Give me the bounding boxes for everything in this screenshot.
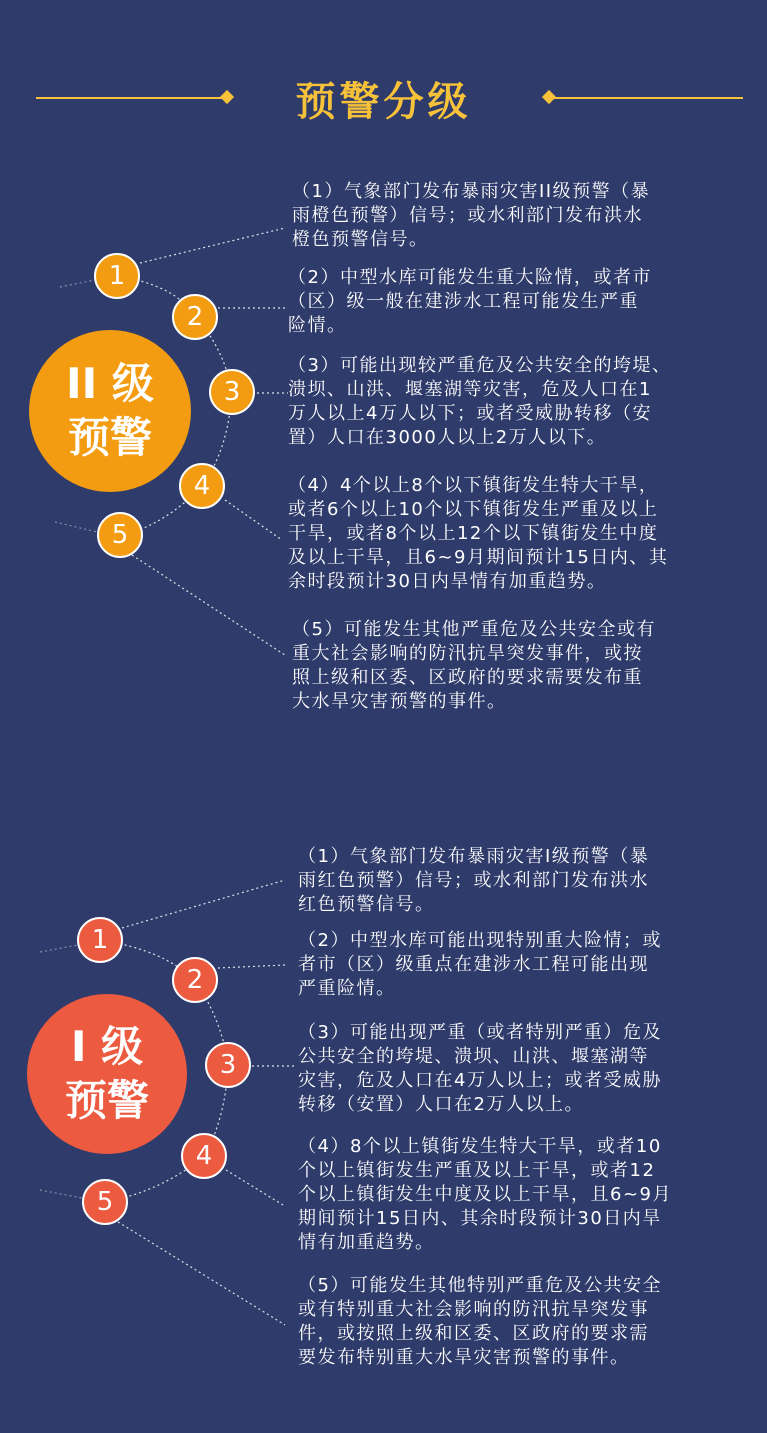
level-2-item-1: （1）气象部门发布暴雨灾害II级预警（暴 雨橙色预警）信号；或水利部门发布洪水 橙色预警信号。 [292, 181, 651, 250]
level-1-item-3: （3）可能出现严重（或者特别严重）危及 公共安全的垮堤、溃坝、山洪、堰塞湖等 灾害，危及人口在4万人以上；或者受威胁 转移（安置）人口在2万人以上。 [298, 1022, 662, 1115]
level-1-number-4: 4 [181, 1133, 227, 1179]
level-2-number-3: 3 [209, 369, 255, 415]
level-1-item-4: （4）8个以上镇街发生特大干旱，或者10 个以上镇街发生严重及以上干旱，或者12 个以上镇街发生中度及以上干旱，且6~9月 期间预计15日内、其余时段预计30日内旱 情有加重趋势。 [298, 1136, 672, 1253]
page-title: 预警分级 [295, 79, 472, 125]
level-1-item-1: （1）气象部门发布暴雨灾害I级预警（暴 雨红色预警）信号；或水利部门发布洪水 红色预警信号。 [298, 846, 650, 915]
level-1-item-5: （5）可能发生其他特别严重危及公共安全 或有特别重大社会影响的防汛抗旱突发事 件，或按照上级和区委、区政府的要求需 要发布特别重大水旱灾害预警的事件。 [298, 1275, 662, 1368]
level-2-label-line2: 预警 [67, 413, 152, 462]
level-1-number-5: 5 [82, 1179, 128, 1225]
level-2-label-line1: II 级 [66, 359, 154, 408]
level-1-label-line1: I 级 [70, 1022, 144, 1071]
level-2-item-5: （5）可能发生其他严重危及公共安全或有 重大社会影响的防汛抗旱突发事件，或按 照上级和区委、区政府的要求需要发布重 大水旱灾害预警的事件。 [292, 619, 656, 712]
level-2-item-2: （2）中型水库可能发生重大险情，或者市 （区）级一般在建涉水工程可能发生严重 险情。 [288, 267, 652, 336]
level-1-item-2: （2）中型水库可能出现特别重大险情；或 者市（区）级重点在建涉水工程可能出现 严重险情。 [298, 930, 662, 999]
level-2-number-5: 5 [97, 512, 143, 558]
level-1-number-3: 3 [205, 1042, 251, 1088]
level-2-circle [29, 330, 191, 492]
level-2-item-4: （4）4个以上8个以下镇街发生特大干旱， 或者6个以上10个以下镇街发生严重及以上 干旱，或者8个以上12个以下镇街发生中度 及以上干旱，且6~9月期间预计15日内、其 余时段预计30日内旱情有加重趋势。 [288, 475, 669, 592]
level-2-number-1: 1 [94, 253, 140, 299]
level-1-circle [27, 994, 187, 1154]
level-1-number-1: 1 [77, 917, 123, 963]
level-2-number-4: 4 [179, 463, 225, 509]
level-1-label-line2: 预警 [64, 1076, 149, 1125]
level-2-item-3: （3）可能出现较严重危及公共安全的垮堤、 溃坝、山洪、堰塞湖等灾害，危及人口在1 万人以上4万人以下；或者受威胁转移（安 置）人口在3000人以上2万人以下。 [288, 355, 672, 448]
level-1-number-2: 2 [172, 957, 218, 1003]
level-2-number-2: 2 [172, 294, 218, 340]
